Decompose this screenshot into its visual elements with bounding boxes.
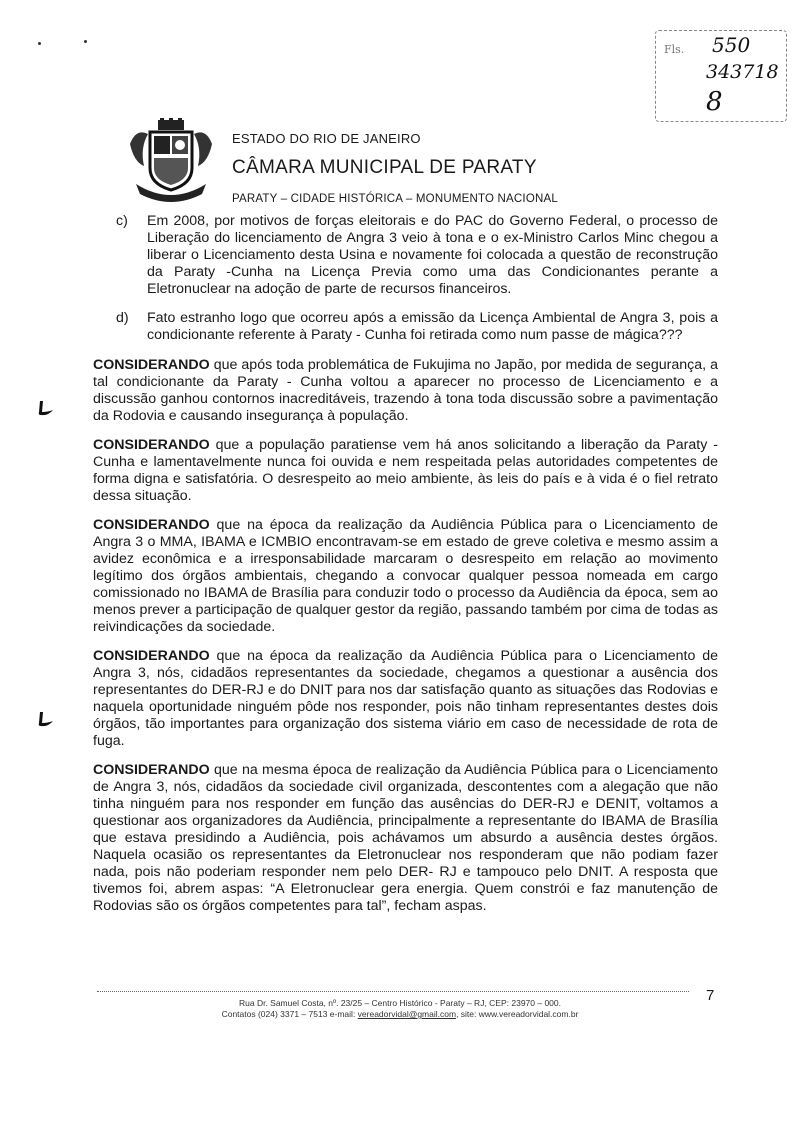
- stamp-process-number: 343718: [706, 61, 779, 83]
- paragraph-lead: CONSIDERANDO: [93, 762, 210, 778]
- paragraph-text: que na mesma época de realização da Audiência Pública para o Licenciamento de Angra 3, nós, cidadãos da sociedade civil organizada, descontentes com a alegação que não tinha ninguém para nos responder em função das ausências do DER-RJ e DENIT, voltamos a questionar aos organizadores da Audiência, principalmente a representante do IBAMA de Brasília que estava presidindo a Audiência, pois achávamos um absurdo a ausência destes órgãos. Naquela ocasião os representantes da Eletronuclear nos responderam que não podiam fazer nada, pois não poderiam responder nem pelo DER- RJ e tampouco pelo DNIT. A resposta que tivemos foi, abrem aspas: “A Eletronuclear gera energia. Quem constrói e faz manutenção de Rodovias são os órgãos competentes para tal”, fecham aspas.: [93, 762, 718, 914]
- footer-email-link[interactable]: vereadorvidal@gmail.com: [357, 1009, 457, 1019]
- footer-divider: [97, 991, 689, 992]
- paragraph-text: que na época da realização da Audiência Pública para o Licenciamento de Angra 3, nós, cidadãos representantes da sociedade, chegamos a questionar a ausência dos representantes do DER-RJ e do DNIT para nos dar satisfação quanto as situações das Rodovias e naquela oportunidade ninguém pôde nos responder, pois não tinham representantes destes dois órgãos, tão importantes para organização dos sistema viário em caso de necessidade de rota de fuga.: [93, 648, 718, 749]
- document-body: [93, 213, 718, 927]
- state-name: ESTADO DO RIO DE JANEIRO: [232, 131, 421, 146]
- footer-address: Rua Dr. Samuel Costa, nº. 23/25 – Centro Histórico - Paraty – RJ, CEP: 23970 – 000.: [238, 998, 561, 1008]
- footer-contacts: [0, 1009, 800, 1019]
- considerando-paragraph: [93, 517, 718, 636]
- paragraph-lead: CONSIDERANDO: [93, 437, 210, 453]
- paragraph-text: que após toda problemática de Fukujima no Japão, por medida de segurança, a tal condicionante da Paraty - Cunha voltou a aparecer no processo de Licenciamento e a discussão ganhou contornos inacreditáveis, trazendo à tona toda discussão sobre a pavimentação da Rodovia e causando insegurança à população.: [93, 357, 718, 424]
- coat-of-arms-icon: [126, 118, 216, 204]
- paragraph-lead: CONSIDERANDO: [93, 517, 210, 533]
- scan-speck: [84, 40, 87, 43]
- chamber-name: CÂMARA MUNICIPAL DE PARATY: [232, 157, 537, 178]
- paragraph-lead: CONSIDERANDO: [93, 648, 210, 664]
- list-item-text: Em 2008, por motivos de forças eleitorais e do PAC do Governo Federal, o processo de Liberação do licenciamento de Angra 3 veio à tona e o ex-Ministro Carlos Minc chegou a liberar o Licenciamento desta Usina e novamente foi colocada a questão de reconstrução da Paraty -Cunha na Licença Previa como uma das Condicionantes perante a Eletronuclear na adoção de parte de recursos financeiros.: [147, 213, 718, 297]
- page-number: 7: [706, 987, 715, 1004]
- list-item-text: Fato estranho logo que ocorreu após a emissão da Licença Ambiental de Angra 3, pois a condicionante referente à Paraty - Cunha foi retirada como num passe de mágica???: [147, 310, 718, 343]
- protocol-stamp: [655, 30, 787, 122]
- footer-contacts-prefix: Contatos (024) 3371 – 7513 e-mail:: [221, 1009, 358, 1019]
- list-item-label: d): [116, 310, 129, 326]
- chamber-subtitle: PARATY – CIDADE HISTÓRICA – MONUMENTO NACIONAL: [232, 193, 558, 205]
- paragraph-text: que a população paratiense vem há anos solicitando a liberação da Paraty - Cunha e lamentavelmente nunca foi ouvida e nem respeitada pelas autoridades competentes de forma digna e satisfatória. O desrespeito ao meio ambiente, às leis do país e à vida é o fiel retrato dessa situação.: [93, 437, 718, 504]
- considerando-paragraph: [93, 437, 718, 505]
- margin-mark-icon: [36, 709, 56, 729]
- considerando-paragraph: [93, 762, 718, 915]
- considerando-paragraph: [93, 648, 718, 750]
- list-item: [93, 310, 718, 344]
- scan-speck: [38, 42, 41, 45]
- list-item-label: c): [116, 213, 128, 229]
- list-item: [93, 213, 718, 298]
- footer-site: , site: www.vereadorvidal.com.br: [456, 1009, 579, 1019]
- stamp-label: Fls.: [664, 43, 685, 56]
- paragraph-lead: CONSIDERANDO: [93, 357, 210, 373]
- margin-mark-icon: [36, 398, 56, 418]
- considerando-paragraph: [93, 357, 718, 425]
- paragraph-text: que na época da realização da Audiência Pública para o Licenciamento de Angra 3 o MMA, IBAMA e ICMBIO encontravam-se em estado de greve coletiva e mesmo assim a avidez econômica e a irresponsabilidade marcaram o desrespeito em relação ao movimento legítimo dos órgãos ambientais, chegando a convocar qualquer pessoa nomeada em cargo comissionado no IBAMA de Brasília para conduzir todo o processo da Audiência da época, sem ao menos prever a participação de qualquer gestor da região, passando também por cima de todas as reivindicações da sociedade.: [93, 517, 718, 635]
- stamp-sheet-number: 550: [712, 33, 751, 57]
- stamp-rubric: 8: [706, 87, 723, 117]
